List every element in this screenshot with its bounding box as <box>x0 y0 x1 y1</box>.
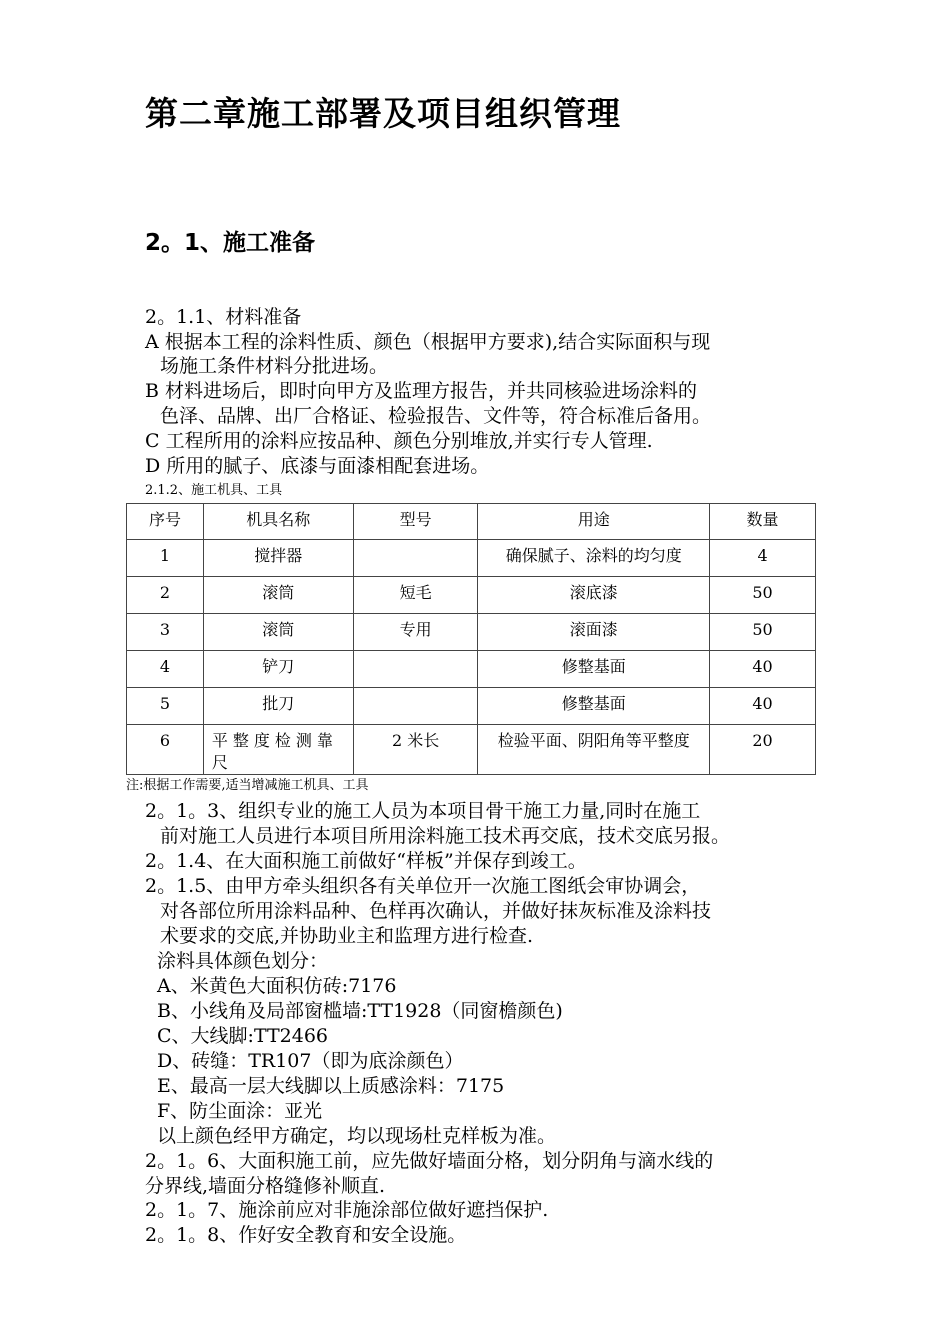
color-item-b: B、小线角及局部窗槛墙:TT1928（同窗檐颜色) <box>157 1000 563 1022</box>
tools-heading: 2.1.2、施工机具、工具 <box>145 483 283 498</box>
item-8: 2。1。8、作好安全教育和安全设施。 <box>145 1224 467 1246</box>
table-cell: 滚筒 <box>203 614 353 651</box>
tools-table <box>126 503 816 775</box>
material-line-a1: A 根据本工程的涂料性质、颜色（根据甲方要求),结合实际面积与现 <box>145 331 711 353</box>
table-cell: 1 <box>127 540 204 577</box>
material-line-a2: 场施工条件材料分批进场。 <box>160 355 389 377</box>
table-cell: 铲刀 <box>203 651 353 688</box>
colors-heading: 涂料具体颜色划分： <box>157 950 329 972</box>
material-line-d: D 所用的腻子、底漆与面漆相配套进场。 <box>145 455 490 477</box>
material-line-c: C 工程所用的涂料应按品种、颜色分别堆放,并实行专人管理. <box>145 430 653 452</box>
material-heading: 2。1.1、材料准备 <box>145 306 302 328</box>
color-item-c: C、大线脚:TT2466 <box>157 1025 328 1047</box>
section-heading: 2。1、施工准备 <box>145 230 316 256</box>
color-item-e: E、最高一层大线脚以上质感涂料：7175 <box>157 1075 505 1097</box>
column-header: 机具名称 <box>203 504 353 540</box>
item-6-line-2: 分界线,墙面分格缝修补顺直. <box>145 1175 386 1197</box>
table-row <box>127 577 816 614</box>
item-5-line-1: 2。1.5、由甲方牵头组织各有关单位开一次施工图纸会审协调会， <box>145 875 701 897</box>
table-cell: 平整度检测靠尺 <box>203 725 353 775</box>
table-row <box>127 725 816 775</box>
color-item-f: F、防尘面涂：亚光 <box>157 1100 323 1122</box>
tools-note: 注:根据工作需要,适当增减施工机具、工具 <box>126 778 369 793</box>
column-header: 序号 <box>127 504 204 540</box>
table-cell: 20 <box>710 725 816 775</box>
table-cell: 5 <box>127 688 204 725</box>
item-6-line-1: 2。1。6、大面积施工前，应先做好墙面分格，划分阴角与滴水线的 <box>145 1150 714 1172</box>
item-3-line-2: 前对施工人员进行本项目所用涂料施工技术再交底，技术交底另报。 <box>160 825 731 847</box>
column-header: 数量 <box>710 504 816 540</box>
material-line-b2: 色泽、品牌、出厂合格证、检验报告、文件等，符合标准后备用。 <box>160 405 712 427</box>
table-row <box>127 614 816 651</box>
table-header-row <box>127 504 816 540</box>
table-cell: 4 <box>710 540 816 577</box>
item-5-line-3: 术要求的交底,并协助业主和监理方进行检查. <box>160 925 534 947</box>
table-cell: 40 <box>710 688 816 725</box>
table-cell: 40 <box>710 651 816 688</box>
chapter-title: 第二章施工部署及项目组织管理 <box>145 94 621 133</box>
table-cell: 50 <box>710 614 816 651</box>
table-cell: 滚筒 <box>203 577 353 614</box>
colors-confirm: 以上颜色经甲方确定，均以现场杜克样板为准。 <box>157 1125 557 1147</box>
table-row <box>127 688 816 725</box>
table-cell: 修整基面 <box>478 651 710 688</box>
table-cell <box>353 540 478 577</box>
color-item-d: D、砖缝：TR107（即为底涂颜色） <box>157 1050 464 1072</box>
table-cell: 3 <box>127 614 204 651</box>
table-cell: 批刀 <box>203 688 353 725</box>
table-row <box>127 540 816 577</box>
column-header: 用途 <box>478 504 710 540</box>
color-item-a: A、米黄色大面积仿砖:7176 <box>157 975 397 997</box>
table-cell: 检验平面、阴阳角等平整度 <box>478 725 710 775</box>
table-cell: 搅拌器 <box>203 540 353 577</box>
table-cell: 滚底漆 <box>478 577 710 614</box>
table-row <box>127 651 816 688</box>
table-cell <box>353 688 478 725</box>
table-cell: 滚面漆 <box>478 614 710 651</box>
table-cell: 确保腻子、涂料的均匀度 <box>478 540 710 577</box>
table-cell: 专用 <box>353 614 478 651</box>
item-7: 2。1。7、施涂前应对非施涂部位做好遮挡保护. <box>145 1199 549 1221</box>
table-cell: 2 <box>127 577 204 614</box>
item-4: 2。1.4、在大面积施工前做好“样板”并保存到竣工。 <box>145 850 587 872</box>
table-cell <box>353 651 478 688</box>
table-cell: 50 <box>710 577 816 614</box>
column-header: 型号 <box>353 504 478 540</box>
table-cell: 短毛 <box>353 577 478 614</box>
table-cell: 4 <box>127 651 204 688</box>
table-cell: 修整基面 <box>478 688 710 725</box>
table-cell: 2 米长 <box>353 725 478 775</box>
item-5-line-2: 对各部位所用涂料品种、色样再次确认，并做好抹灰标准及涂料技 <box>160 900 712 922</box>
material-line-b1: B 材料进场后，即时向甲方及监理方报告，并共同核验进场涂料的 <box>145 380 698 402</box>
table-cell: 6 <box>127 725 204 775</box>
item-3-line-1: 2。1。3、组织专业的施工人员为本项目骨干施工力量,同时在施工 <box>145 800 701 822</box>
